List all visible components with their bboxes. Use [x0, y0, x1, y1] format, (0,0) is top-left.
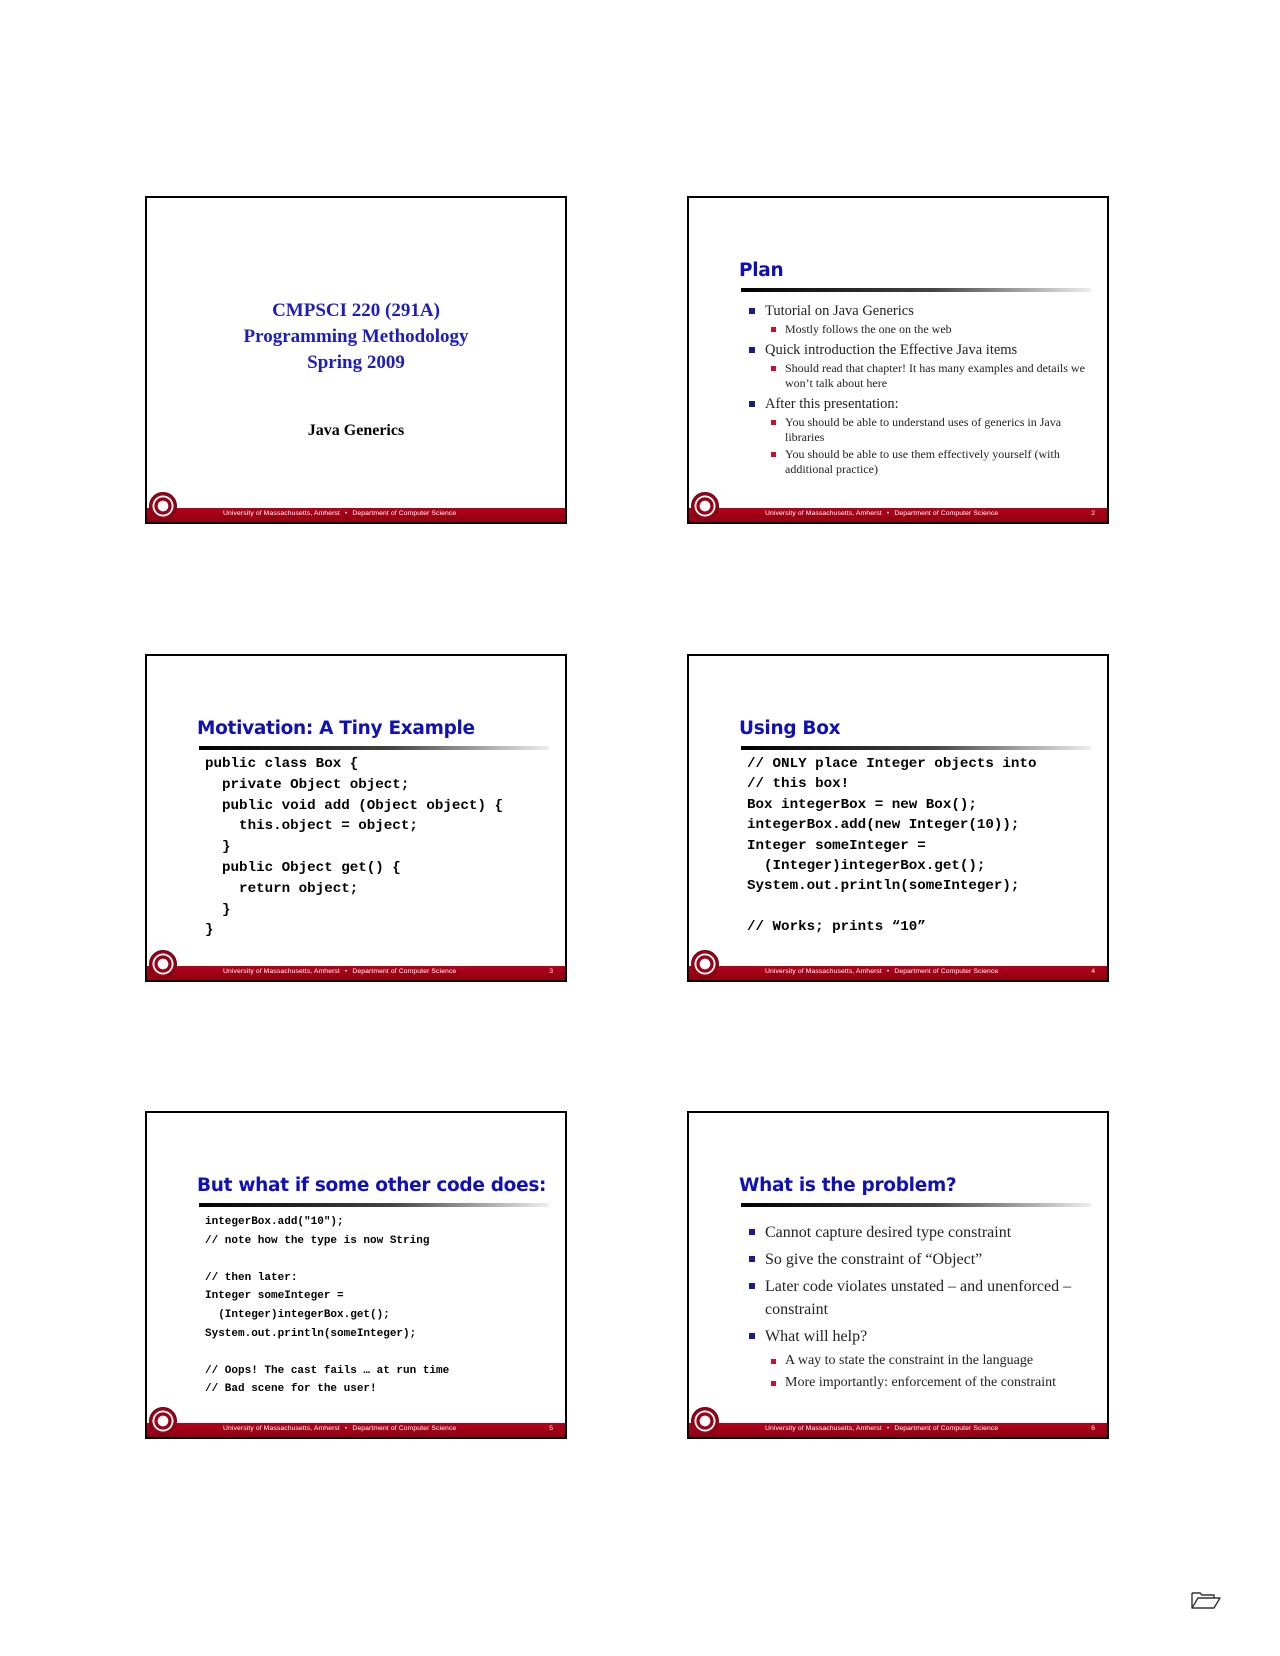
title-rule — [741, 746, 1091, 750]
university-seal-icon — [149, 950, 177, 978]
slide-6 — [687, 1111, 1109, 1439]
slide-footer — [147, 966, 565, 980]
title-rule — [741, 1203, 1091, 1207]
slide-4 — [687, 654, 1109, 982]
footer-department: Department of Computer Science — [894, 968, 999, 975]
sub-bullet-item: You should be able to understand uses of generics in Java libraries — [767, 415, 1091, 445]
title-rule — [199, 746, 549, 750]
footer-text — [223, 1425, 456, 1432]
footer-text — [765, 510, 998, 517]
university-seal-icon — [691, 950, 719, 978]
course-title-line: Programming Methodology — [243, 326, 469, 347]
university-seal-icon — [149, 492, 177, 520]
slide-2 — [687, 196, 1109, 524]
bullet-item: Tutorial on Java Generics — [747, 302, 1091, 320]
university-seal-icon — [691, 492, 719, 520]
footer-text — [223, 510, 456, 517]
slide-5 — [145, 1111, 567, 1439]
slide-footer — [147, 1423, 565, 1437]
page-number: 2 — [1091, 510, 1095, 517]
slide-title: Using Box — [739, 718, 841, 739]
bullet-item: Quick introduction the Effective Java items — [747, 341, 1091, 359]
sub-bullet-item: Should read that chapter! It has many examples and details we won’t talk about here — [767, 361, 1091, 391]
folder-icon[interactable] — [1191, 1590, 1221, 1610]
footer-university: University of Massachusetts, Amherst — [765, 1425, 882, 1432]
slide-footer — [689, 966, 1107, 980]
footer-separator: • — [886, 510, 890, 517]
university-seal-icon — [691, 1407, 719, 1435]
slide-footer — [147, 508, 565, 522]
university-seal-icon — [149, 1407, 177, 1435]
footer-department: Department of Computer Science — [352, 1425, 457, 1432]
footer-separator: • — [344, 968, 348, 975]
footer-university: University of Massachusetts, Amherst — [223, 1425, 340, 1432]
footer-separator: • — [886, 968, 890, 975]
bullet-item: So give the constraint of “Object” — [747, 1248, 1091, 1271]
slide-title: Motivation: A Tiny Example — [197, 718, 475, 739]
slide-title: But what if some other code does: — [197, 1175, 547, 1196]
page-number: 4 — [1091, 968, 1095, 975]
bullet-list — [747, 1217, 1091, 1392]
sub-bullet-item: You should be able to use them effectively yourself (with additional practice) — [767, 447, 1091, 477]
code-block: public class Box { private Object object; public void add (Object object) { this.object = object; } public Object get() { return object; } } — [205, 756, 503, 939]
bullet-item: Later code violates unstated – and unenforced – constraint — [747, 1275, 1091, 1321]
code-block: // ONLY place Integer objects into // this box! Box integerBox = new Box(); integerBox.add(new Integer(10)); Integer someInteger = (Integer)integerBox.get(); System.out.println(someInteger); // Works; prints “10” — [747, 756, 1037, 936]
course-title — [147, 298, 565, 376]
bullet-item: What will help? — [747, 1325, 1091, 1348]
slide-3 — [145, 654, 567, 982]
bullet-item: Cannot capture desired type constraint — [747, 1221, 1091, 1244]
footer-university: University of Massachusetts, Amherst — [223, 968, 340, 975]
slide-1 — [145, 196, 567, 524]
sub-bullet-item: A way to state the constraint in the language — [767, 1352, 1091, 1370]
sub-bullet-item: More importantly: enforcement of the constraint — [767, 1374, 1091, 1392]
footer-text — [223, 968, 456, 975]
title-rule — [199, 1203, 549, 1207]
bullet-list — [747, 298, 1091, 477]
sub-bullet-item: Mostly follows the one on the web — [767, 322, 1091, 337]
footer-separator: • — [886, 1425, 890, 1432]
footer-department: Department of Computer Science — [352, 968, 457, 975]
page-number: 6 — [1091, 1425, 1095, 1432]
footer-department: Department of Computer Science — [894, 510, 999, 517]
course-title-line: CMPSCI 220 (291A) — [272, 300, 440, 321]
page-number: 5 — [549, 1425, 553, 1432]
footer-text — [765, 968, 998, 975]
footer-text — [765, 1425, 998, 1432]
footer-university: University of Massachusetts, Amherst — [223, 510, 340, 517]
course-title-line: Spring 2009 — [307, 352, 405, 373]
footer-department: Department of Computer Science — [352, 510, 457, 517]
title-rule — [741, 288, 1091, 292]
footer-university: University of Massachusetts, Amherst — [765, 968, 882, 975]
bullet-item: After this presentation: — [747, 395, 1091, 413]
footer-separator: • — [344, 1425, 348, 1432]
slide-title: What is the problem? — [739, 1175, 957, 1196]
footer-university: University of Massachusetts, Amherst — [765, 510, 882, 517]
slide-footer — [689, 1423, 1107, 1437]
page-number: 3 — [549, 968, 553, 975]
footer-separator: • — [344, 510, 348, 517]
code-block: integerBox.add("10"); // note how the type is now String // then later: Integer someInteger = (Integer)integerBox.get(); System.out.println(someInteger); // Oops! The cast fails … at run time // Bad scene for the user! — [205, 1216, 450, 1396]
slide-subtitle: Java Generics — [307, 422, 405, 439]
slide-title: Plan — [739, 260, 784, 281]
slide-footer — [689, 508, 1107, 522]
footer-department: Department of Computer Science — [894, 1425, 999, 1432]
